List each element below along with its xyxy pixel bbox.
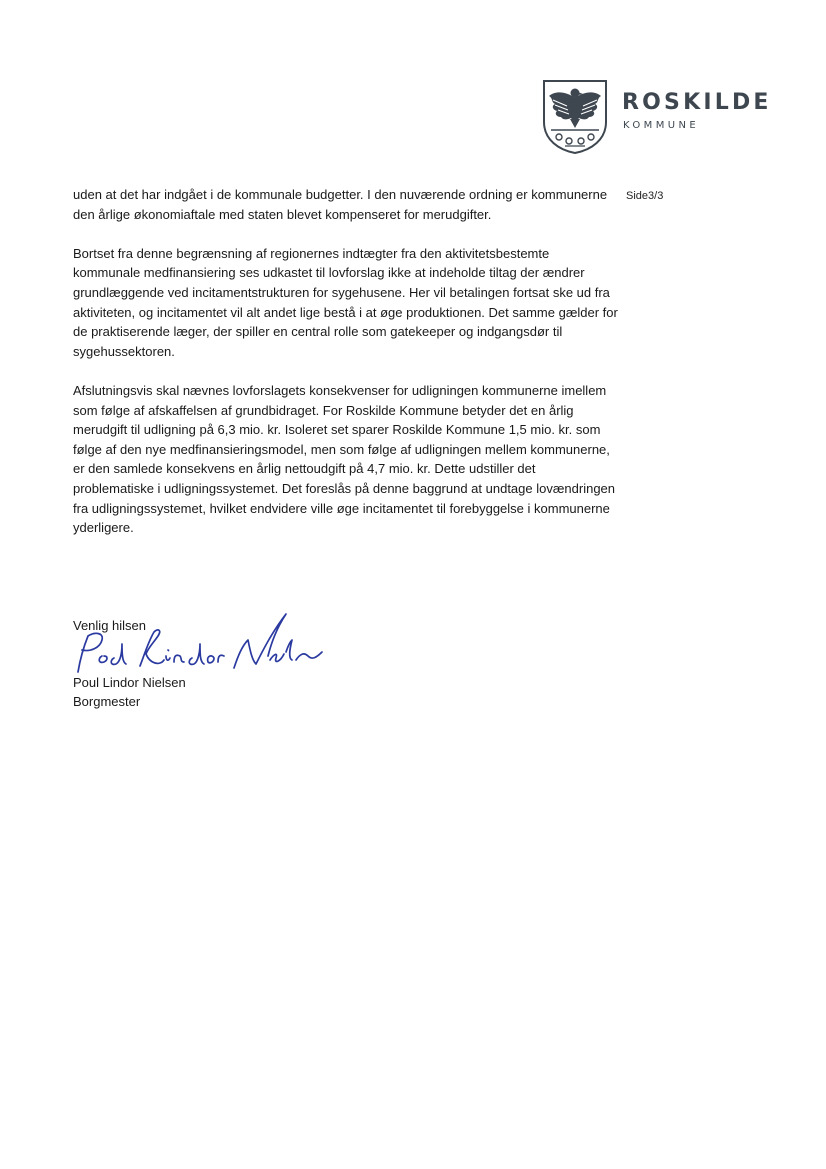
page-number: Side3/3 xyxy=(626,190,664,202)
org-subtitle: KOMMUNE xyxy=(623,120,700,131)
signer-title: Borgmester xyxy=(73,694,141,709)
signer-name: Poul Lindor Nielsen xyxy=(73,675,186,690)
letter-body xyxy=(73,185,618,557)
handwritten-signature xyxy=(64,606,328,686)
closing-salutation: Venlig hilsen xyxy=(73,618,146,633)
org-name: ROSKILDE xyxy=(622,90,772,115)
roskilde-kommune-logo xyxy=(541,78,773,156)
paragraph: uden at det har indgået i de kommunale budgetter. I den nuværende ordning er kommunerne den årlige økonomiaftale med staten blevet kompenseret for merudgifter. xyxy=(73,187,608,222)
coat-of-arms-eagle-icon xyxy=(541,78,609,154)
paragraph: Bortset fra denne begrænsning af regionernes indtægter fra den aktivitetsbestemte kommunale medfinansiering ses udkastet til lovforslag ikke at indeholde tiltag der ændrer grundlæggende ved incitamentstrukturen for sygehusene. Her vil betalingen fortsat ske ud fra aktiviteten, og incitamentet vil alt andet lige bestå i at øge produktionen. Det samme gælder for de praktiserende læger, der spiller en central rolle som gatekeeper og indgangsdør til sygehussektoren. xyxy=(73,245,618,359)
paragraph: Afslutningsvis skal nævnes lovforslagets konsekvenser for udligningen kommunerne imellem som følge af afskaffelsen af grundbidraget. For Roskilde Kommune betyder det en årlig merudgift til udligning på 6,3 mio. kr. Isoleret set sparer Roskilde Kommune 1,5 mio. kr. som følge af den nye medfinansieringsmodel, men som følge af udligningen mellem kommunerne, er den samlede konsekvens en årlig nettoudgift på 4,7 mio. kr. Dette udstiller det problematiske i udligningssystemet. Det foreslås på denne baggrund at undtage lovændringen fra udligningssystemet, hvilket endvidere ville øge incitamentet til forebyggelse i kommunerne yderligere. xyxy=(73,382,616,536)
